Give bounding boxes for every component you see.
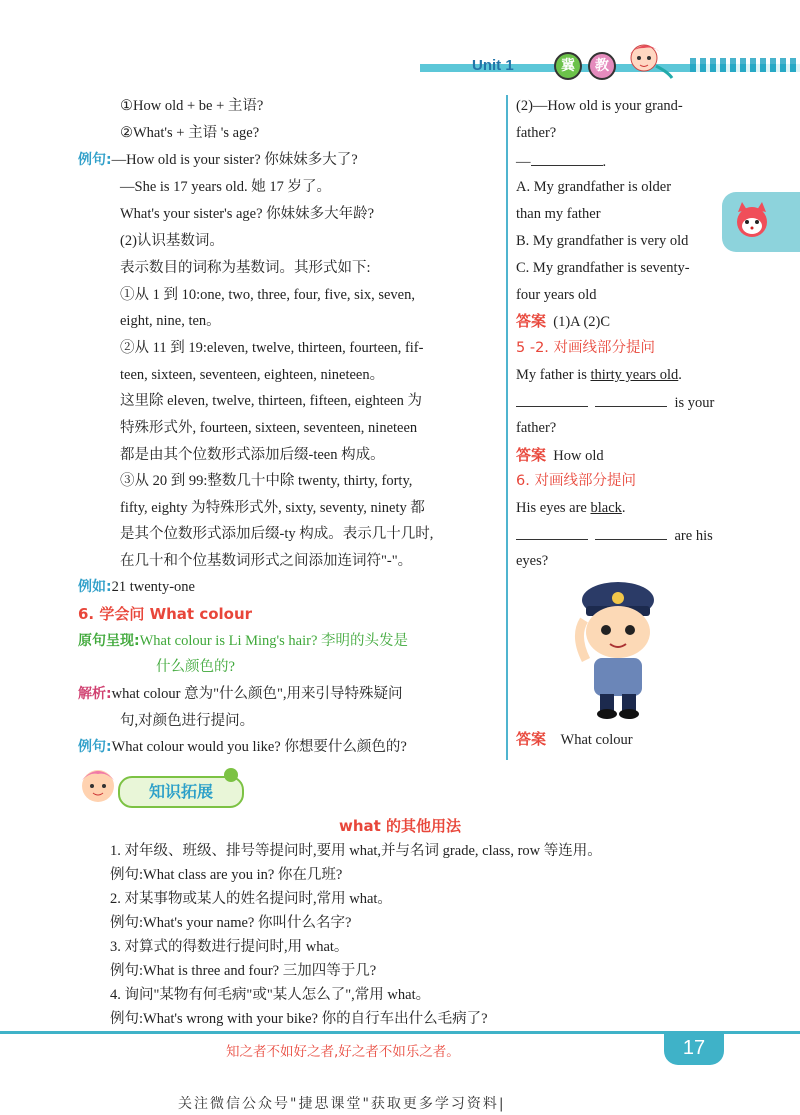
- answer-3: [516, 730, 633, 749]
- original-sentence: [78, 632, 408, 650]
- original-label: 原句呈现:: [78, 633, 140, 649]
- q2-blank-line: [516, 151, 606, 171]
- expand-item-1: 1. 对年级、班级、排号等提问时,要用 what,并与名词 grade, class, row 等连用。: [110, 843, 602, 859]
- q5-2-underlined: thirty years old: [590, 367, 679, 383]
- example-1: [78, 151, 358, 169]
- header-dots: [690, 58, 800, 72]
- mascot-girl-icon: [618, 36, 674, 80]
- answer-blank[interactable]: [595, 392, 667, 407]
- answer-label: 答案: [516, 312, 547, 330]
- analysis-b: 句,对颜色进行提问。: [120, 713, 255, 729]
- q5-2-pre: My father is: [516, 367, 591, 383]
- header-unit: Unit 1: [472, 57, 514, 74]
- expand-item-4-example: 例句:What's wrong with your bike? 你的自行车出什么毛病了?: [110, 1011, 488, 1027]
- cardinal-p3-a: ③从 20 到 99:整数几十中除 twenty, thirty, forty,: [120, 473, 413, 489]
- example-3: [78, 738, 407, 756]
- q5-2-title: [516, 339, 655, 357]
- q6-title: [516, 472, 636, 490]
- badge-ji: 冀: [554, 52, 582, 80]
- q2-dash: —: [516, 154, 531, 170]
- q6-title-text: 6. 对画线部分提问: [516, 473, 636, 489]
- q5-2-title-text: 5 -2. 对画线部分提问: [516, 340, 656, 356]
- q5-2-c: father?: [516, 420, 557, 436]
- expand-item-4: 4. 询问"某物有何毛病"或"某人怎么了",常用 what。: [110, 987, 431, 1003]
- cardinal-p1-b: eight, nine, ten。: [120, 313, 221, 329]
- example-1-line-a: —How old is your sister? 你妹妹多大了?: [111, 152, 358, 168]
- cardinal-p1-a: ①从 1 到 10:one, two, three, four, five, six, seven,: [120, 287, 415, 303]
- cardinal-p2-e: 都是由其个位数形式添加后缀-teen 构成。: [120, 447, 385, 463]
- answer-1: [516, 312, 610, 331]
- expand-item-2-example: 例句:What's your name? 你叫什么名字?: [110, 915, 352, 931]
- example-2-label: 例如:: [78, 579, 112, 595]
- policeman-illustration: [566, 576, 670, 722]
- option-a-1: A. My grandfather is older: [516, 179, 672, 195]
- cardinal-p2-a: ②从 11 到 19:eleven, twelve, thirteen, fourteen, fif-: [120, 340, 424, 356]
- cardinal-p3-c: 是其个位数形式添加后缀-ty 构成。表示几十几时,: [120, 526, 434, 542]
- answer-2: [516, 446, 604, 465]
- analysis-a: what colour 意为"什么颜色",用来引导特殊疑问: [111, 686, 403, 702]
- q6-underlined: black: [590, 500, 622, 516]
- option-b: B. My grandfather is very old: [516, 233, 689, 249]
- example-label: 例句:: [78, 152, 112, 168]
- answer-blank[interactable]: [531, 151, 603, 166]
- cardinal-intro: 表示数目的词称为基数词。其形式如下:: [120, 260, 371, 276]
- q2-a: (2)—How old is your grand-: [516, 98, 683, 114]
- page-number: 17: [664, 1033, 724, 1065]
- q6-blanks: [516, 525, 713, 545]
- footer-note: 关注微信公众号"捷思课堂"获取更多学习资料|: [178, 1096, 506, 1112]
- cardinal-p3-b: fifty, eighty 为特殊形式外, sixty, seventy, ninety 都: [120, 500, 425, 516]
- analysis-label: 解析:: [78, 686, 112, 702]
- formula-1: ①How old + be + 主语?: [120, 98, 264, 114]
- option-c-2: four years old: [516, 287, 597, 303]
- expand-item-2: 2. 对某事物或某人的姓名提问时,常用 what。: [110, 891, 392, 907]
- q6-sentence: [516, 499, 626, 517]
- cardinal-p2-c: 这里除 eleven, twelve, thirteen, fifteen, eighteen 为: [120, 393, 422, 409]
- footer-motto: 知之者不如好之者,好之者不如乐之者。: [226, 1044, 460, 1060]
- option-a-2: than my father: [516, 206, 601, 222]
- q5-2-post: .: [678, 367, 682, 383]
- expand-badge: 知识拓展: [118, 776, 244, 808]
- q6-pre: His eyes are: [516, 500, 591, 516]
- expand-title: what 的其他用法: [338, 817, 462, 835]
- answer-blank[interactable]: [516, 392, 588, 407]
- q2-period: .: [602, 154, 607, 170]
- q5-2-end: is your: [674, 395, 715, 411]
- answer-blank[interactable]: [516, 525, 588, 540]
- side-tab-cat-icon: [732, 200, 772, 242]
- original-sentence-b: 什么颜色的?: [156, 659, 235, 675]
- example-1-line-c: What's your sister's age? 你妹妹多大年龄?: [120, 206, 375, 222]
- answer-3-text: What colour: [560, 732, 633, 748]
- q2-b: father?: [516, 125, 557, 141]
- section-cardinal: (2)认识基数词。: [120, 233, 224, 249]
- cardinal-p3-d: 在几十和个位基数词形式之间添加连词符"-"。: [120, 553, 413, 569]
- cardinal-p2-d: 特殊形式外, fourteen, sixteen, seventeen, nineteen: [120, 420, 418, 436]
- example-1-line-b: —She is 17 years old. 她 17 岁了。: [120, 179, 332, 195]
- answer-label: 答案: [516, 730, 547, 748]
- column-divider: [506, 95, 508, 760]
- q6-c: eyes?: [516, 553, 549, 569]
- q6-end: are his: [674, 528, 713, 544]
- expand-item-1-example: 例句:What class are you in? 你在几班?: [110, 867, 343, 883]
- q5-2-blanks: [516, 392, 714, 412]
- answer-blank[interactable]: [595, 525, 667, 540]
- example-3-text: What colour would you like? 你想要什么颜色的?: [111, 739, 407, 755]
- heading-what-colour: 6. 学会问 What colour: [78, 605, 253, 623]
- example-2: [78, 578, 195, 596]
- q6-post: .: [621, 500, 626, 516]
- example-3-label: 例句:: [78, 739, 112, 755]
- original-sentence-a: What colour is Li Ming's hair? 李明的头发是: [139, 633, 409, 649]
- expand-badge-dot: [224, 768, 238, 782]
- answer-label: 答案: [516, 446, 547, 464]
- q5-2-sentence: [516, 366, 682, 384]
- expand-item-3: 3. 对算式的得数进行提问时,用 what。: [110, 939, 349, 955]
- badge-jiao: 教: [588, 52, 616, 80]
- analysis: [78, 685, 403, 703]
- cardinal-p2-b: teen, sixteen, seventeen, eighteen, nineteen。: [120, 367, 385, 383]
- option-c-1: C. My grandfather is seventy-: [516, 260, 690, 276]
- answer-1-text: (1)A (2)C: [553, 314, 611, 330]
- answer-2-text: How old: [553, 448, 604, 464]
- example-2-text: 21 twenty-one: [111, 579, 195, 595]
- expand-mascot-icon: [74, 762, 122, 808]
- expand-item-3-example: 例句:What is three and four? 三加四等于几?: [110, 963, 377, 979]
- formula-2: ②What's + 主语 's age?: [120, 125, 260, 141]
